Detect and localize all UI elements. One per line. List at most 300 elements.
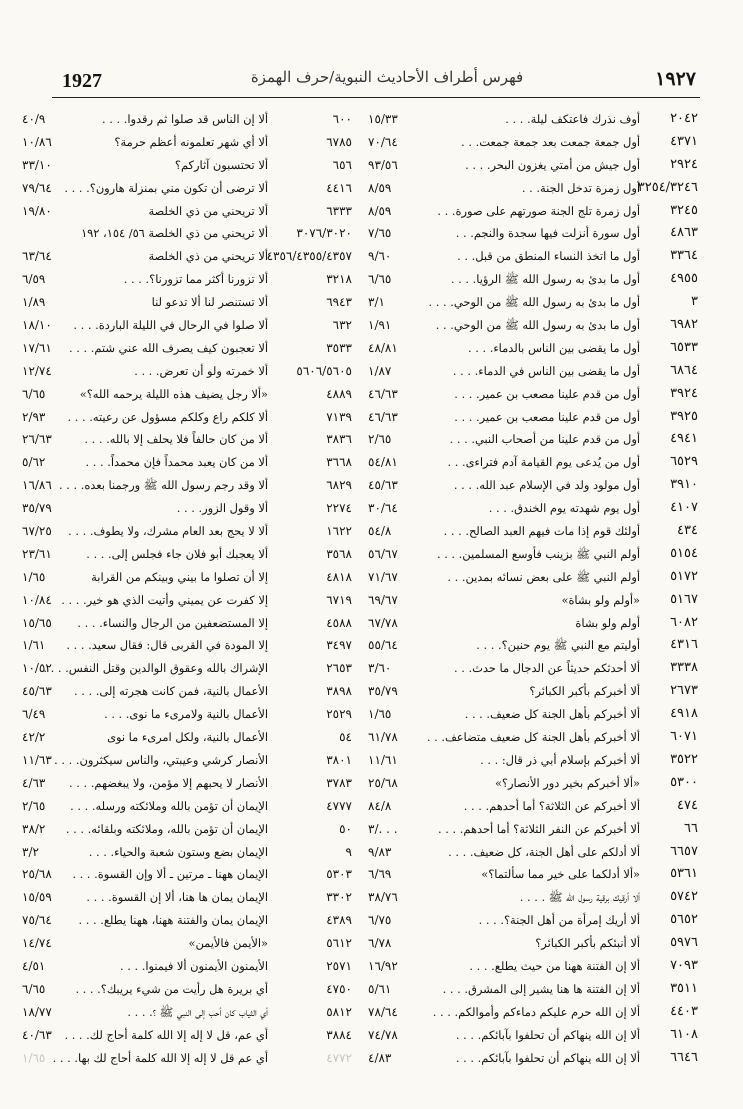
hadith-number: ٦٠٠ [332,112,352,126]
index-column-left [22,108,352,1065]
hadith-number: ٥١٧٢ [670,568,698,584]
hadith-text: أول جمعة جمعت بعد جمعة جمعت. . . [461,134,640,149]
hadith-text: ألا إن الفتنة ها هنا يشير إلى المشرق. . . . [442,981,640,996]
hadith-text: ألا من كان يعبد محمداً فإن محمداً. . . . [85,455,268,470]
index-entry [368,222,698,245]
index-entry [368,612,698,635]
index-column-right [368,108,698,1065]
hadith-text: ألا تريحني من ذي الخلصة [148,203,268,218]
index-entry [368,886,698,909]
hadith-number: ٢٥٢٩ [326,707,352,722]
hadith-number: ٦٨٢٩ [326,478,352,493]
hadith-number: ٣٥١١ [670,980,698,996]
hadith-reference: ٧٨/٦٤ [368,1004,398,1019]
hadith-reference: ٣/٢ [22,844,39,859]
hadith-number: ٤٩١٨ [670,706,698,722]
hadith-text: الإيمان يمان والفتنة ههنا، ههنا يطلع. . . . [78,913,268,928]
hadith-number: ٥٨١٢ [326,1004,352,1019]
hadith-number: ٣٧٨٣ [326,775,352,790]
hadith-reference: ١٨/١٠ [22,318,52,333]
hadith-reference: ٢٥/٦٨ [368,775,398,790]
hadith-number: ٧٠٩٣ [670,957,698,973]
hadith-text: إلا أن تصلوا ما بيني وبينكم من القرابة [91,569,268,584]
index-entry [368,177,698,200]
index-entry [22,245,352,268]
hadith-reference: ٣/١ [368,295,385,310]
index-entry [368,749,698,772]
hadith-reference: ٤٨/٨١ [368,340,398,355]
hadith-number: ٣٢١٨ [326,272,352,287]
hadith-text: أول من قدم علينا مصعب بن عمير. . . . [454,409,640,424]
hadith-number: ٦١٠٨ [670,1026,698,1042]
hadith-number: ٤٧٧٢ [326,1050,352,1065]
index-entry [368,428,698,451]
hadith-reference: ١/٦٥ [22,569,46,584]
hadith-text: أولئك قوم إذا مات فيهم العبد الصالح. . . . [443,524,640,539]
hadith-text: إلا المودة في القربى قال: فقال سعيد. . . . [66,638,268,653]
index-entry [22,863,352,886]
hadith-text: ألا أخبركم بأهل الجنة كل ضعيف متضاعف. . . [426,730,640,745]
index-entry [368,520,698,543]
hadith-reference: ٢٦/٦٣ [22,432,52,447]
index-entry [22,703,352,726]
hadith-reference: ١٥/٣٣ [368,112,398,126]
index-entry [368,703,698,726]
index-entry [22,749,352,772]
index-entry [368,337,698,360]
index-entry [368,108,698,131]
hadith-reference: ٨/٥٩ [368,203,392,218]
hadith-text: أول جيش من أمتي يغزون البحر. . . . [465,157,640,172]
hadith-number: ٦٦ [684,820,698,836]
hadith-number: ٩ [345,844,352,859]
hadith-number: ٣٠٧٦/٣٠٢٠ [296,226,352,241]
hadith-number: ٦٣٢ [332,318,352,333]
hadith-reference: ٦/٧٨ [368,936,392,951]
hadith-reference: ٧٥/٦٤ [22,913,52,928]
hadith-number: ٢٢٧٤ [326,501,352,516]
hadith-text: ألا صلوا في الرحال في الليلة الباردة. . . . [73,318,268,333]
hadith-text: ألا كلكم راع وكلكم مسؤول عن رعيته. . . . [67,409,268,424]
hadith-reference: ٣/٦٠ [368,661,392,676]
hadith-number: ٣٢٤٥ [670,202,698,218]
hadith-number: ٣٣٦٤ [670,248,698,264]
hadith-number: ٣٨٨٤ [326,1027,352,1042]
hadith-reference: ٩/٦٠ [368,249,392,264]
hadith-number: ٧١٣٩ [326,409,352,424]
hadith-text: أول ما اتخذ النساء المنطق من قبل. . . [457,249,640,264]
index-entry [22,383,352,406]
hadith-number: ٣٥٢٢ [670,751,698,767]
hadith-text: ألا إن الناس قد صلوا ثم رقدوا. . . . [102,112,268,126]
index-entry [368,634,698,657]
hadith-number: ٢٦٥٣ [326,661,352,676]
hadith-text: أول ما يقضى بين الناس في الدماء. . . . [452,363,640,378]
hadith-reference: ٤٦/٦٣ [368,386,398,401]
hadith-text: أي عم، قل لا إله إلا الله كلمة أحاج لك. . . . [64,1027,268,1042]
hadith-number: ٦٦٤٦ [670,1049,698,1065]
index-entry [368,818,698,841]
hadith-number: ٣٩٢٤ [670,385,698,401]
hadith-text: ألا أخبركم عن النفر الثلاثة؟ أما أحدهم. . . . [438,821,640,836]
index-entry [368,543,698,566]
hadith-number: ٣٣٠٢ [326,890,352,905]
index-entry [368,863,698,886]
hadith-reference: ٦٣/٦٤ [22,249,52,264]
hadith-text: أولم النبي ﷺ بزينب فأوسع المسلمين. . . . [436,546,640,561]
index-entry [368,566,698,589]
index-entry [22,886,352,909]
hadith-reference: ٣٨/٧٦ [368,890,398,905]
hadith-text: أوف نذرك فاعتكف ليلة. . . . [505,112,640,126]
index-entry [368,772,698,795]
hadith-reference: ٤/٨٣ [368,1050,392,1065]
hadith-reference: ٣٣/١٠ [22,157,52,172]
index-entry [368,154,698,177]
index-entry [22,657,352,680]
hadith-number: ٦٦٥٧ [670,843,698,859]
index-entry [368,451,698,474]
hadith-reference: ٤٠/٩ [22,112,46,126]
index-entry [22,978,352,1001]
hadith-reference: ١١/٦٣ [22,752,52,767]
hadith-text: أي عم قل لا إله إلا الله كلمة أحاج لك بها. . . . [52,1050,268,1065]
index-entry [368,314,698,337]
page-header [52,64,700,94]
hadith-reference: ٦/٦٥ [368,272,392,287]
hadith-number: ٣٥٦٨ [326,546,352,561]
hadith-text: أول من يُدعى يوم القيامة آدم فتراءى. . . [447,455,640,470]
hadith-reference: ١٢/٧٤ [22,363,52,378]
hadith-text: الإيمان بضع وستون شعبة والحياء. . . . [88,844,268,859]
hadith-reference: ١١/٦١ [368,752,398,767]
hadith-text: ألا يعجبك أبو فلان جاء فجلس إلى. . . . [86,546,268,561]
index-entry [368,795,698,818]
hadith-reference: ٢٥/٦٨ [22,867,52,882]
hadith-reference: ٥٤/٨١ [368,455,398,470]
index-entry [368,1001,698,1024]
page-number-arabic: ١٩٢٧ [655,68,696,90]
hadith-text: أول سورة أنزلت فيها سجدة والنجم. . . [455,226,640,241]
hadith-reference: ١٠/٨٦ [22,134,52,149]
hadith-number: ٤٣١٦ [670,637,698,653]
hadith-reference: ١/٦٥ [22,1050,46,1065]
hadith-number: ٤٨٨٩ [326,386,352,401]
hadith-reference: ٢/٦٥ [22,798,46,813]
hadith-text: ألا تحتسبون آثاركم؟ [174,157,268,172]
hadith-number: ٦٩٨٢ [670,317,698,333]
hadith-text: أي بريرة هل رأيت من شيء يريبك؟. . . . [75,981,268,996]
hadith-number: ٦٣٣٣ [326,203,352,218]
hadith-text: الأنصار لا يحبهم إلا مؤمن، ولا يبغضهم. . . . [69,775,268,790]
hadith-reference: ٦/٦٥ [22,386,46,401]
hadith-number: ٤٧٥٠ [326,981,352,996]
hadith-number: ٢٥٧١ [326,958,352,973]
hadith-text: الإيمان ههنا ـ مرتين ـ ألا وإن القسوة. . . . [72,867,268,882]
hadith-text: ألا أدلكم على أهل الجنة، كل ضعيف. . . . [448,844,640,859]
hadith-text: ألا ترضى أن تكون مني بمنزلة هارون؟. . . . [64,180,268,195]
hadith-text: ألا خمرته ولو أن تعرض. . . . [134,363,268,378]
hadith-text: إلا المستضعفين من الرجال والنساء. . . . [77,615,268,630]
hadith-text: ألا إن الله ينهاكم أن تحلفوا بآبائكم. . . . [455,1027,640,1042]
hadith-text: ألا أي شهر تعلمونه أعظم حرمة؟ [114,134,268,149]
index-entry [22,222,352,245]
hadith-reference: ٧١/٦٧ [368,569,398,584]
index-entry [22,291,352,314]
hadith-number: ٤٩٤١ [670,431,698,447]
hadith-number: ٤٤٠٣ [670,1003,698,1019]
index-entry [22,841,352,864]
hadith-reference: ١/٩١ [368,318,392,333]
hadith-text: «أولم ولو بشاة» [561,592,640,607]
index-entry [22,451,352,474]
hadith-reference: ٦/٤٩ [22,707,46,722]
hadith-number: ٥٣٠٣ [326,867,352,882]
hadith-number: ٥٤ [339,730,352,745]
hadith-reference: ٦/٦٩ [368,867,392,882]
hadith-text: «ألا رجل يضيف هذه الليلة يرحمه الله؟» [79,386,268,401]
hadith-reference: ١٩/٨٠ [22,203,52,218]
hadith-text: إلا كفرت عن يميني وأتيت الذي هو خير. . . . [61,592,268,607]
hadith-reference: ٩/٨٣ [368,844,392,859]
hadith-text: ألا وقول الزور. . . . [176,501,268,516]
hadith-text: ألا إن الله حرم عليكم دماءكم وأموالكم. . . . [432,1004,640,1019]
hadith-number: ٦٥٢٩ [670,454,698,470]
hadith-text: الأعمال بالنية، فمن كانت هجرته إلى. . . . [73,684,268,699]
hadith-reference: ٥/٦٢ [22,455,46,470]
index-entry [22,818,352,841]
hadith-number: ٣٩٢٥ [670,408,698,424]
index-entry [22,200,352,223]
hadith-text: ألا أنبئكم بأكبر الكبائر؟ [535,936,640,951]
index-entry [368,909,698,932]
hadith-reference: ٦/٧٥ [368,913,392,928]
hadith-number: ٥٠ [339,821,352,836]
hadith-text: أول ما بدئ به رسول الله ﷺ من الوحي. . . . [428,295,640,310]
index-entry [368,497,698,520]
hadith-number: ٤٨٦٣ [670,225,698,241]
hadith-reference: ١٦/٩٢ [368,958,398,973]
hadith-reference: ٣/. . . [368,821,398,836]
hadith-reference: ١٨/٧٧ [22,1004,52,1019]
hadith-text: أول يوم شهدته يوم الخندق. . . . [488,501,640,516]
hadith-number: ٦٧٨٥ [326,134,352,149]
hadith-text: ألا أخبركم بإسلام أبي ذر قال: . . . [480,752,640,767]
hadith-reference: ١٥/٦٥ [22,615,52,630]
index-entry [368,245,698,268]
index-entry [22,337,352,360]
hadith-text: أولم النبي ﷺ على بعض نسائه بمدين. . . [447,569,640,584]
hadith-number: ٦٧١٩ [326,592,352,607]
header-rule [52,97,700,98]
index-entry [368,1024,698,1047]
hadith-text: أي الثياب كان أحب إلى النبي ﷺ ؟. . . . [127,1004,268,1019]
hadith-reference: ١/٨٧ [368,363,392,378]
hadith-text: الأيمنون الأيمنون ألا فيمنوا. . . . [119,958,268,973]
hadith-number: ٢٠٤٢ [670,111,698,126]
hadith-number: ٣٨٣٦ [326,432,352,447]
hadith-text: ألا أحدثكم حديثاً عن الدجال ما حدث. . . [454,661,640,676]
index-entry [22,428,352,451]
hadith-text: ألا تعجبون كيف يصرف الله عني شتم. . . . [68,340,268,355]
hadith-number: ٤٧٧٧ [326,798,352,813]
index-entry [368,406,698,429]
hadith-text: أوليتم مع النبي ﷺ يوم حنين؟. . . . [476,638,640,653]
hadith-reference: ٥٥/٦٤ [368,638,398,653]
hadith-number: ٣ [691,294,698,310]
index-entry [22,268,352,291]
hadith-text: ألا إن الفتنة ههنا من حيث يطلع. . . . [469,958,640,973]
hadith-number: ٥٦٥٢ [670,912,698,928]
hadith-reference: ١٦/٨٦ [22,478,52,493]
hadith-text: أولم ولو بشاة [575,615,640,630]
hadith-reference: ٣٥/٧٩ [22,501,52,516]
hadith-text: أول ما بدئ به رسول الله ﷺ من الوحي. . . [435,318,640,333]
index-entry [368,726,698,749]
hadith-number: ٥٩٧٦ [670,935,698,951]
hadith-text: ألا لا يحج بعد العام مشرك، ولا يطوف. . . . [68,524,268,539]
index-entry [22,589,352,612]
hadith-number: ٤٧٤ [677,797,698,813]
index-entry [22,932,352,955]
hadith-number: ٤٩٥٥ [670,271,698,287]
hadith-number: ٤٣٥٦/٤٣٥٥/٤٣٥٧ [266,249,352,264]
hadith-reference: ٥٦/٦٧ [368,546,398,561]
hadith-number: ٥١٥٤ [670,545,698,561]
hadith-number: ٣٥٣٣ [326,340,352,355]
hadith-reference: ١/٦١ [22,638,46,653]
hadith-reference: ٧٠/٦٤ [368,134,398,149]
hadith-number: ٥١٦٧ [670,591,698,607]
hadith-text: ألا أخبركم بأكبر الكبائر؟ [529,684,640,699]
hadith-reference: ١٤/٧٤ [22,936,52,951]
hadith-reference: ٦٩/٦٧ [368,592,398,607]
hadith-text: الأعمال بالنية، ولكل امرىء ما نوى [107,730,268,745]
hadith-reference: ٥/٦١ [368,981,392,996]
hadith-number: ٢٦٧٣ [670,683,698,699]
index-entry [22,177,352,200]
hadith-number: ١٦٢٢ [326,524,352,539]
index-entry [368,955,698,978]
hadith-reference: ٧/٦٥ [368,226,392,241]
index-entry [22,520,352,543]
index-entry [368,131,698,154]
hadith-number: ٦٥٦ [332,157,352,172]
hadith-reference: ٤٥/٦٣ [368,478,398,493]
hadith-text: أول زمرة تلج الجنة صورتهم على صورة. . . [437,203,640,218]
index-entry [22,131,352,154]
hadith-reference: ٣٠/٦٤ [368,501,398,516]
hadith-reference: ٧٩/٦٤ [22,180,52,195]
index-entry [22,1001,352,1024]
index-entry [22,726,352,749]
hadith-text: أول زمرة تدخل الجنة. . . [521,180,640,195]
hadith-number: ٥٣٠٠ [670,774,698,790]
index-entry [22,360,352,383]
hadith-number: ٦٠٧١ [670,729,698,745]
index-entry [368,1047,698,1070]
hadith-reference: ١٥/٥٩ [22,890,52,905]
page-title: فهرس أطراف الأحاديث النبوية/حرف الهمزة [250,68,524,86]
hadith-text: «الأيمن فالأيمن» [188,936,268,951]
hadith-reference: ٢/٩٣ [22,409,46,424]
hadith-number: ٢٩٢٤ [670,156,698,172]
index-entry [368,200,698,223]
hadith-reference: ٦/٥٩ [22,272,46,287]
hadith-text: الأنصار كرشي وعيبتي، والناس سيكثرون. . . . [54,752,268,767]
index-entry [368,657,698,680]
hadith-reference: ٨٤/٨ [368,798,392,813]
hadith-reference: ٢٣/٦١ [22,546,52,561]
hadith-text: أول من قدم علينا من أصحاب النبي. . . . [449,432,640,447]
hadith-number: ٦٥٣٣ [670,339,698,355]
index-entry [368,383,698,406]
hadith-number: ٣٨٩٨ [326,684,352,699]
hadith-number: ٣٤٩٧ [326,638,352,653]
hadith-reference: ٤/٦٣ [22,775,46,790]
index-entry [368,841,698,864]
hadith-reference: ٥٤/٨ [368,524,392,539]
index-entry [368,932,698,955]
hadith-text: ألا أخبركم عن الثلاثة؟ أما أحدهم. . . . [463,798,640,813]
hadith-text: «ألا أدلكما على خير مما سألتما؟» [481,867,640,882]
hadith-number: ٤٤١٦ [326,180,352,195]
hadith-text: ألا أريك إمرأة من أهل الجنة؟. . . . [478,913,640,928]
index-entry [22,955,352,978]
index-entry [368,291,698,314]
hadith-text: أول ما بدئ به رسول الله ﷺ الرؤيا. . . . [450,272,640,287]
hadith-number: ٣٢٥٤/٣٢٤٦ [637,179,698,195]
hadith-text: ألا إن الله ينهاكم أن تحلفوا بآبائكم. . . . [455,1050,640,1065]
index-entry [22,566,352,589]
index-entry [368,268,698,291]
hadith-text: ألا تريحني من ذي الخلصة ٥٦/ ١٥٤، ١٩٢ [81,226,268,241]
index-entry [368,978,698,1001]
hadith-number: ٦٨٦٤ [670,362,698,378]
hadith-number: ٥٧٤٢ [670,889,698,905]
hadith-text: «ألا أخبركم بخير دور الأنصار؟» [494,775,640,790]
hadith-number: ٥٦٠٦/٥٦٠٥ [296,363,352,378]
hadith-reference: ٤/٥١ [22,958,46,973]
hadith-text: ألا وقد رجم رسول الله ﷺ ورجمنا بعده. . . . [58,478,268,493]
hadith-number: ٤١٠٧ [670,500,698,516]
hadith-number: ٣٨٠١ [326,752,352,767]
hadith-reference: ٧٤/٧٨ [368,1027,398,1042]
index-entry [22,108,352,131]
hadith-reference: ١/٦٥ [368,707,392,722]
hadith-text: ألا تريحني من ذي الخلصة [148,249,268,264]
hadith-text: الإيمان أن تؤمن بالله، وملائكته وبلقائه. . . . [65,821,268,836]
index-entry [22,497,352,520]
hadith-text: ألا تستنصر لنا ألا تدعو لنا [151,295,268,310]
index-entry [22,543,352,566]
hadith-reference: ٦/٦٥ [22,981,46,996]
hadith-number: ٤٥٨٨ [326,615,352,630]
hadith-reference: ٩٣/٥٦ [368,157,398,172]
index-entry [22,474,352,497]
index-entry [22,909,352,932]
index-entry [22,154,352,177]
hadith-text: ألا أرقيك برقية رسول الله ﷺ . . . . [519,890,640,905]
hadith-text: ألا تزورنا أكثر مما تزورنا؟. . . . [123,272,268,287]
hadith-text: أول ما يقضى بين الناس بالدماء. . . . [467,340,640,355]
hadith-number: ٦٩٤٣ [326,295,352,310]
hadith-reference: ٦٧/٢٥ [22,524,52,539]
hadith-reference: ١٧/٦١ [22,340,52,355]
hadith-number: ٣٩١٠ [670,477,698,493]
hadith-reference: ٦١/٧٨ [368,730,398,745]
hadith-reference: ٢/٦٥ [368,432,392,447]
